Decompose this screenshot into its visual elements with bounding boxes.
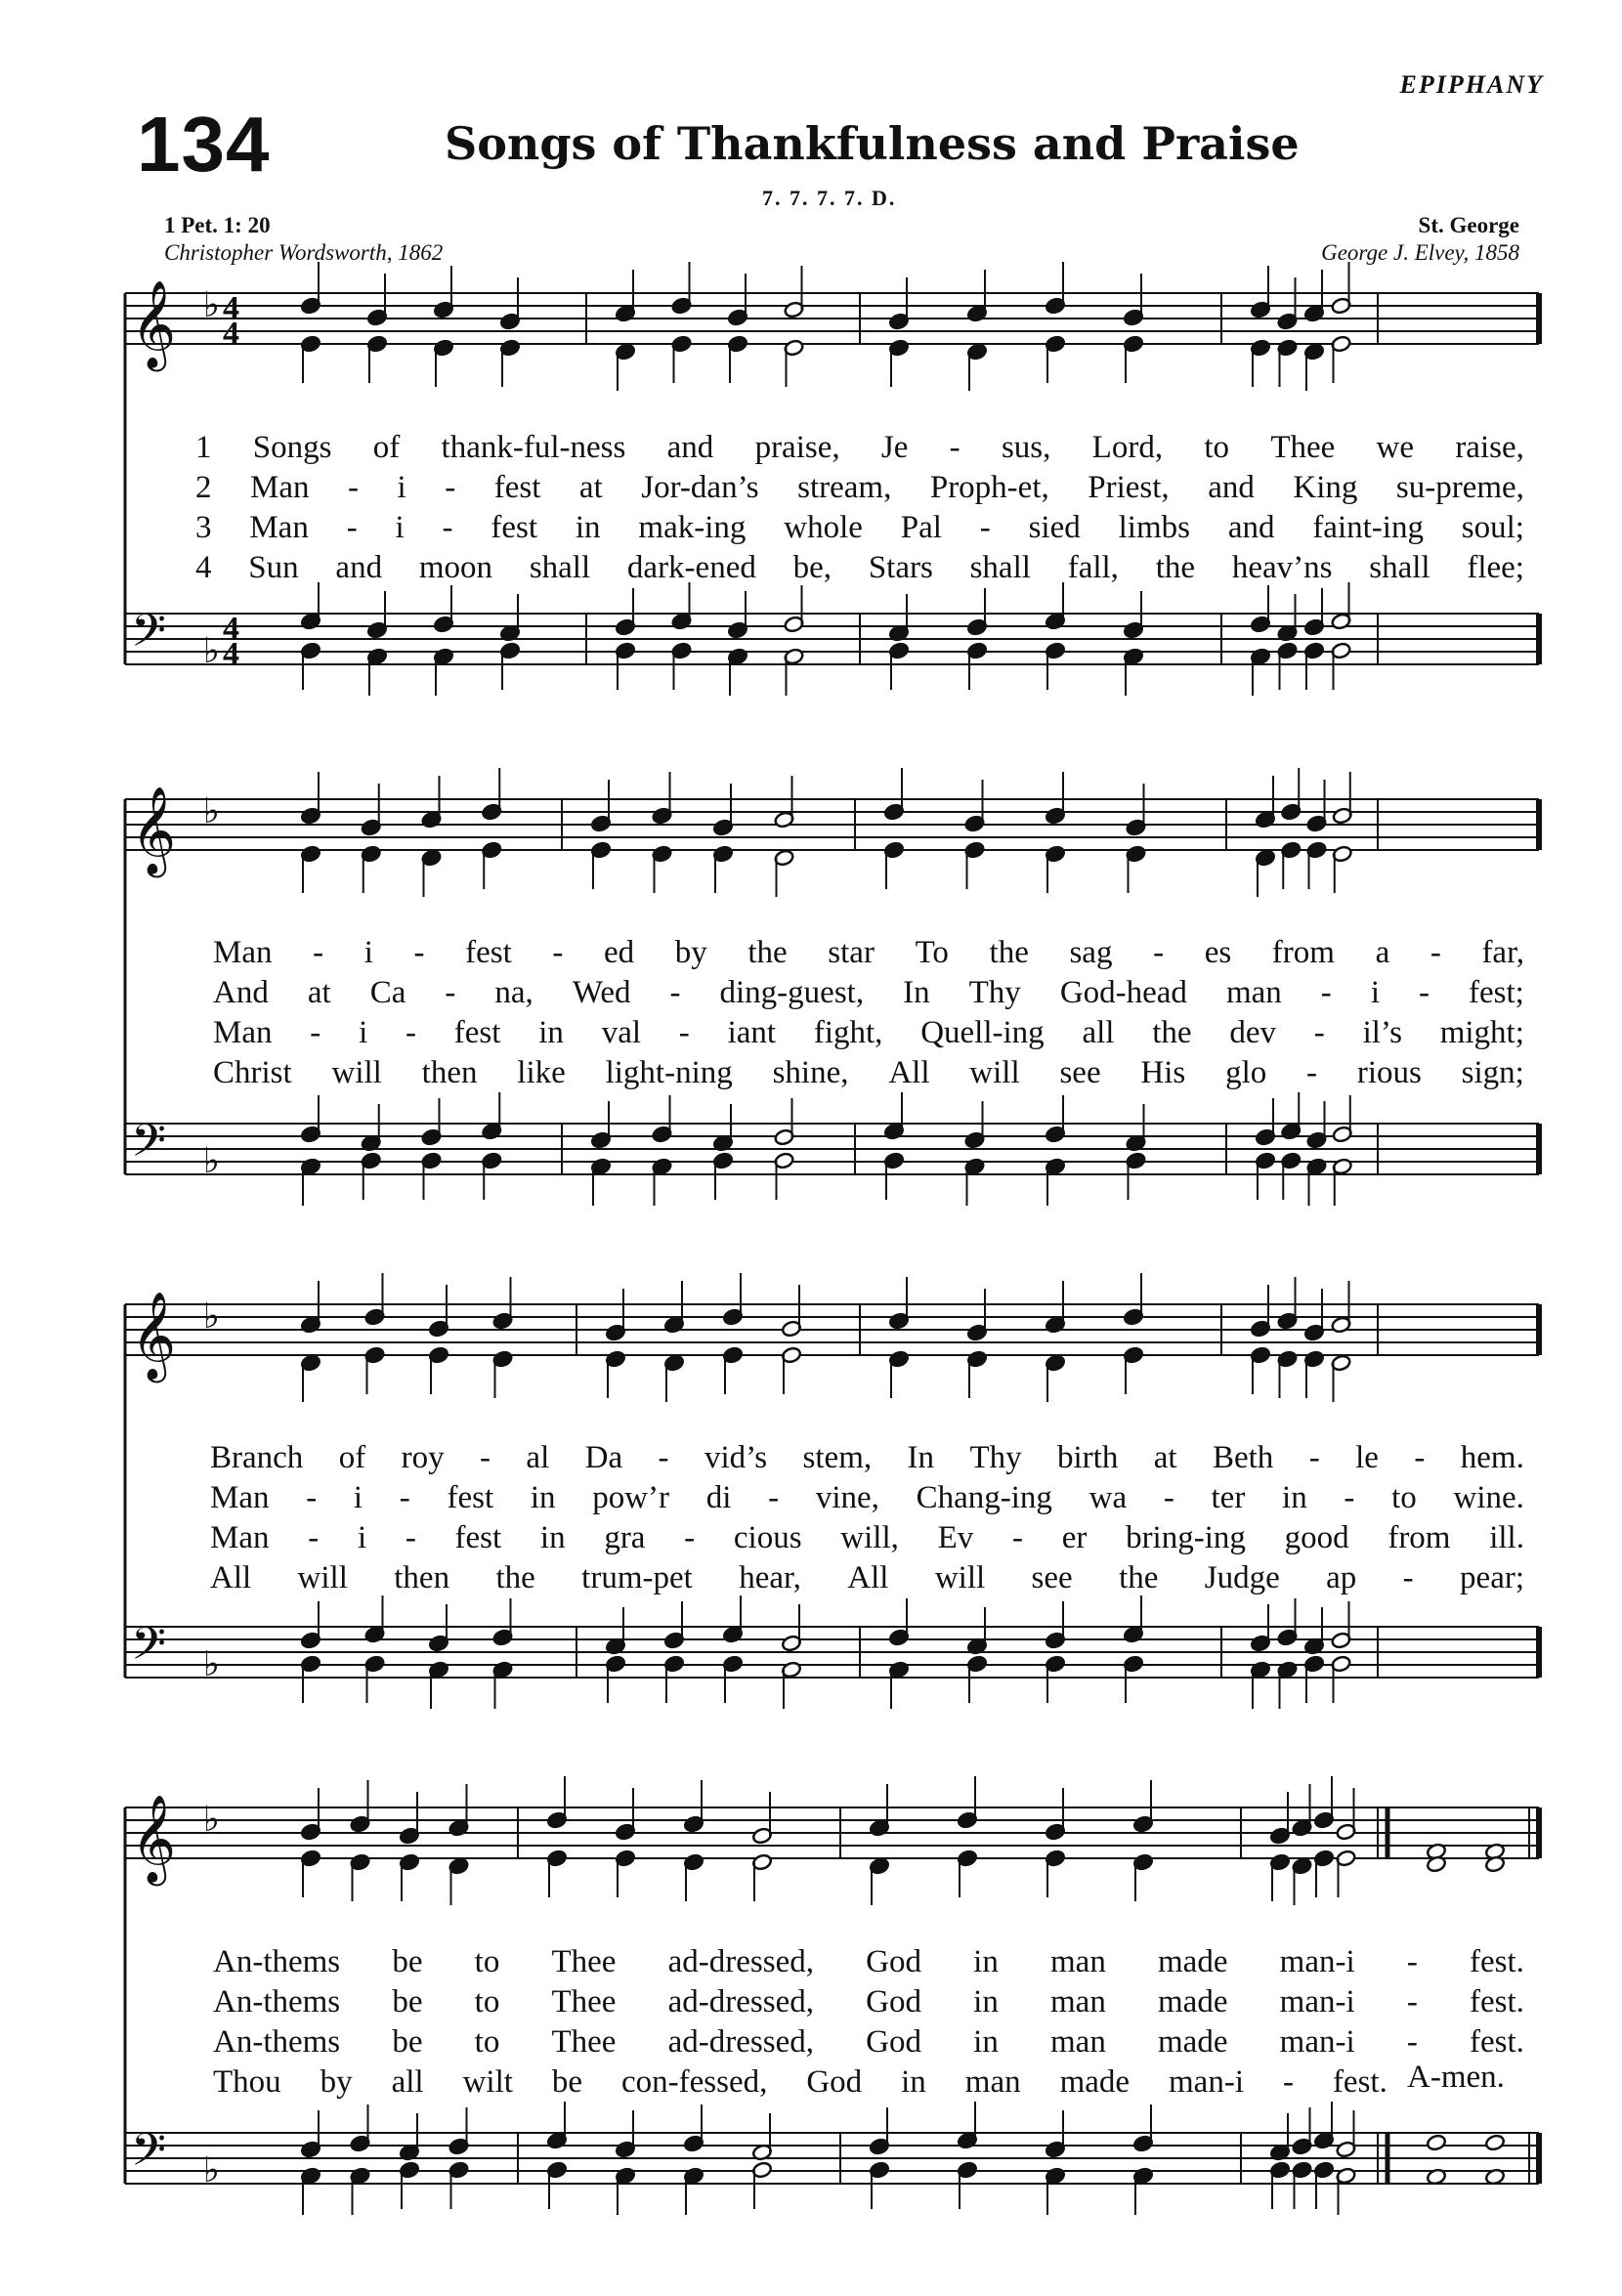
lyric-word: - bbox=[445, 975, 456, 1010]
lyric-word: like bbox=[517, 1055, 566, 1090]
lyric-word: - bbox=[1308, 1440, 1320, 1475]
lyric-word: made bbox=[1158, 2024, 1228, 2060]
lyric-word: ter bbox=[1211, 1480, 1246, 1515]
lyric-word: sag bbox=[1069, 935, 1113, 970]
lyric-word: - bbox=[1320, 975, 1332, 1010]
lyric-word: the bbox=[1155, 550, 1196, 585]
lyric-word: sus, bbox=[1001, 430, 1051, 465]
lyric-word: al bbox=[526, 1440, 550, 1475]
lyric-word: ap bbox=[1326, 1560, 1357, 1595]
lyric-word: Thee bbox=[551, 1984, 617, 2020]
lyric-word: in bbox=[973, 2024, 999, 2060]
lyric-word: sign; bbox=[1461, 1055, 1524, 1090]
lyric-word: Je bbox=[880, 430, 909, 465]
lyric-word: i bbox=[357, 1520, 367, 1555]
lyric-word: man bbox=[1050, 1944, 1106, 1979]
lyric-word: In bbox=[903, 975, 930, 1010]
lyric-word: heav’ns bbox=[1231, 550, 1333, 585]
lyric-word: - bbox=[1282, 2064, 1294, 2100]
lyric-word: - bbox=[678, 1015, 690, 1050]
lyric-line bbox=[210, 1440, 1524, 1476]
lyric-word: will bbox=[969, 1055, 1020, 1090]
composer: George J. Elvey, 1858 bbox=[1321, 240, 1519, 265]
lyric-word: far, bbox=[1481, 935, 1524, 970]
lyric-word: shine, bbox=[772, 1055, 849, 1090]
lyric-word: - bbox=[348, 470, 360, 505]
lyric-word: in bbox=[539, 1520, 566, 1555]
lyric-word: Thou bbox=[213, 2064, 281, 2100]
lyric-word: birth bbox=[1057, 1440, 1119, 1475]
lyric-word: man bbox=[1225, 975, 1282, 1010]
lyric-word: ill. bbox=[1489, 1520, 1524, 1555]
lyric-word: le bbox=[1355, 1440, 1379, 1475]
lyric-word: - bbox=[313, 935, 324, 970]
lyric-word: Thee bbox=[551, 2024, 617, 2060]
note-head bbox=[1426, 2134, 1446, 2151]
lyric-word: raise, bbox=[1455, 430, 1524, 465]
lyric-word: An-thems bbox=[213, 1944, 341, 1979]
lyric-word: soul; bbox=[1461, 510, 1524, 545]
treble-clef-icon: 𝄞 bbox=[131, 787, 177, 874]
lyric-word: rious bbox=[1356, 1055, 1422, 1090]
lyric-word: see bbox=[1059, 1055, 1101, 1090]
lyric-word: - bbox=[684, 1520, 696, 1555]
lyric-word: ad-dressed, bbox=[667, 1984, 814, 2020]
lyric-word: fest bbox=[454, 1520, 502, 1555]
lyric-word: i bbox=[1370, 975, 1380, 1010]
lyric-word: star bbox=[828, 935, 875, 970]
lyric-word: man bbox=[964, 2064, 1021, 2100]
lyric-word: from bbox=[1271, 935, 1335, 970]
lyric-word: from bbox=[1387, 1520, 1451, 1555]
lyric-word: - bbox=[406, 1015, 417, 1050]
lyric-word: roy bbox=[401, 1440, 445, 1475]
lyric-word: - bbox=[1402, 1560, 1414, 1595]
flat-icon: ♭ bbox=[203, 631, 220, 671]
lyric-word: su-preme, bbox=[1395, 470, 1524, 505]
lyric-word: fest. bbox=[1469, 1944, 1524, 1979]
lyric-word: ed bbox=[603, 935, 635, 970]
lyric-word: i bbox=[363, 935, 373, 970]
lyric-word: light-ning bbox=[605, 1055, 733, 1090]
lyric-word: pear; bbox=[1460, 1560, 1524, 1595]
lyric-word: and bbox=[335, 550, 383, 585]
lyric-word: Quell-ing bbox=[920, 1015, 1045, 1050]
lyric-word: ad-dressed, bbox=[667, 2024, 814, 2060]
lyric-word: All bbox=[888, 1055, 930, 1090]
lyric-word: Ev bbox=[937, 1520, 974, 1555]
text-author: Christopher Wordsworth, 1862 bbox=[164, 240, 444, 265]
lyric-word: shall bbox=[969, 550, 1031, 585]
lyric-word: mak-ing bbox=[638, 510, 747, 545]
lyric-line bbox=[213, 1015, 1524, 1051]
flat-icon: ♭ bbox=[203, 1800, 220, 1840]
lyric-word: bring-ing bbox=[1126, 1520, 1246, 1555]
lyric-word: and bbox=[666, 430, 714, 465]
lyric-word: then bbox=[394, 1560, 450, 1595]
lyric-line bbox=[195, 470, 1524, 506]
lyric-word: Man bbox=[213, 935, 273, 970]
lyric-word: glo bbox=[1225, 1055, 1267, 1090]
lyric-word: es bbox=[1204, 935, 1232, 970]
lyric-word: wine. bbox=[1453, 1480, 1524, 1515]
lyric-word: made bbox=[1059, 2064, 1131, 2100]
lyric-word: dark-ened bbox=[626, 550, 756, 585]
lyric-word: see bbox=[1031, 1560, 1073, 1595]
lyric-word: i bbox=[359, 1015, 368, 1050]
lyric-word: be bbox=[392, 1944, 423, 1979]
lyric-word: be, bbox=[792, 550, 832, 585]
lyric-word: to bbox=[1204, 430, 1230, 465]
flat-icon: ♭ bbox=[203, 791, 220, 831]
lyric-word: - bbox=[1011, 1520, 1023, 1555]
lyric-word: be bbox=[551, 2064, 583, 2100]
time-signature: 4 bbox=[223, 636, 239, 672]
lyric-word: - bbox=[1153, 935, 1165, 970]
lyric-word: made bbox=[1158, 1984, 1228, 2020]
lyric-line bbox=[213, 1984, 1524, 2020]
lyric-word: be bbox=[392, 1984, 423, 2020]
lyric-word: Judge bbox=[1204, 1560, 1280, 1595]
lyric-word: all bbox=[391, 2064, 424, 2100]
lyric-line bbox=[213, 2024, 1524, 2061]
lyric-word: ding-guest, bbox=[719, 975, 865, 1010]
lyric-word: ad-dressed, bbox=[667, 1944, 814, 1979]
lyric-line bbox=[195, 430, 1524, 466]
lyric-word: to bbox=[1391, 1480, 1417, 1515]
lyric-word: vine, bbox=[815, 1480, 879, 1515]
hymn-title: Songs of Thankfulness and Praise bbox=[445, 117, 1300, 170]
lyric-word: we bbox=[1376, 430, 1415, 465]
lyric-word: In bbox=[907, 1440, 935, 1475]
lyric-word: - bbox=[1313, 1015, 1325, 1050]
lyric-word: in bbox=[1282, 1480, 1307, 1515]
lyric-word: King bbox=[1293, 470, 1358, 505]
lyric-word: - bbox=[413, 935, 425, 970]
lyric-word: God-head bbox=[1059, 975, 1187, 1010]
lyric-word: - bbox=[442, 510, 453, 545]
tune-name: St. George bbox=[1418, 213, 1519, 237]
lyric-word: All bbox=[847, 1560, 889, 1595]
lyric-word: - bbox=[1406, 1944, 1418, 1979]
lyric-word: of bbox=[338, 1440, 366, 1475]
lyric-word: - bbox=[1344, 1480, 1355, 1515]
lyric-word: To bbox=[915, 935, 949, 970]
hymn-number: 134 bbox=[137, 101, 271, 188]
lyric-word: val bbox=[601, 1015, 642, 1050]
lyric-word: the bbox=[1119, 1560, 1159, 1595]
time-signature: 4 bbox=[223, 316, 239, 352]
lyric-word: fest. bbox=[1469, 2024, 1524, 2060]
lyric-word: will bbox=[934, 1560, 986, 1595]
lyric-line bbox=[195, 550, 1524, 586]
lyric-word: at bbox=[578, 470, 603, 505]
lyric-word: a bbox=[1375, 935, 1390, 970]
lyric-word: the bbox=[747, 935, 788, 970]
meter: 7. 7. 7. 7. D. bbox=[762, 186, 897, 210]
lyric-word: fest bbox=[491, 510, 538, 545]
lyric-word: of bbox=[372, 430, 401, 465]
lyric-word: fest. bbox=[1332, 2064, 1387, 2100]
lyric-word: the bbox=[989, 935, 1029, 970]
lyric-word: the bbox=[495, 1560, 535, 1595]
lyric-line bbox=[195, 510, 1524, 546]
lyric-word: by bbox=[320, 2064, 353, 2100]
treble-clef-icon: 𝄞 bbox=[131, 1292, 177, 1380]
lyric-word: might; bbox=[1439, 1015, 1524, 1050]
scripture-reference: 1 Pet. 1: 20 bbox=[164, 213, 271, 237]
lyric-word: will bbox=[331, 1055, 382, 1090]
flat-icon: ♭ bbox=[203, 2150, 220, 2190]
lyric-line bbox=[213, 975, 1524, 1011]
lyric-word: - bbox=[308, 1520, 320, 1555]
lyric-word: il’s bbox=[1362, 1015, 1402, 1050]
lyric-word: fest bbox=[493, 470, 541, 505]
lyric-word: Stars bbox=[868, 550, 933, 585]
lyric-word: - bbox=[669, 975, 681, 1010]
lyric-word: in bbox=[530, 1480, 556, 1515]
lyric-word: His bbox=[1140, 1055, 1186, 1090]
lyric-word: Christ bbox=[213, 1055, 292, 1090]
lyric-word: good bbox=[1284, 1520, 1349, 1555]
lyric-word: the bbox=[1152, 1015, 1192, 1050]
lyric-word: in bbox=[575, 510, 601, 545]
lyric-word: then bbox=[421, 1055, 478, 1090]
lyric-word: to bbox=[474, 1944, 500, 1979]
lyric-word: fest bbox=[453, 1015, 501, 1050]
lyric-word: - bbox=[405, 1520, 416, 1555]
lyric-word: shall bbox=[1369, 550, 1430, 585]
lyric-word: - bbox=[310, 1015, 321, 1050]
lyric-word: i bbox=[397, 470, 406, 505]
lyric-word: in bbox=[538, 1015, 564, 1050]
lyric-word: - bbox=[552, 935, 564, 970]
lyric-word: fight, bbox=[813, 1015, 883, 1050]
lyric-word: God bbox=[866, 1944, 921, 1979]
lyric-word: Man bbox=[249, 510, 309, 545]
lyric-word: 1 bbox=[195, 430, 212, 465]
lyric-word: in bbox=[973, 1944, 999, 1979]
lyric-word: stem, bbox=[802, 1440, 873, 1475]
lyric-word: - bbox=[949, 430, 960, 465]
lyric-word: i bbox=[353, 1480, 363, 1515]
lyric-word: fall, bbox=[1067, 550, 1119, 585]
lyric-word: - bbox=[346, 510, 358, 545]
flat-icon: ♭ bbox=[203, 1644, 220, 1684]
lyric-word: di bbox=[705, 1480, 732, 1515]
lyric-word: whole bbox=[784, 510, 863, 545]
lyric-word: And bbox=[213, 975, 269, 1010]
lyric-line bbox=[210, 1560, 1524, 1596]
lyric-word: - bbox=[480, 1440, 491, 1475]
lyric-word: thank-ful-ness bbox=[441, 430, 626, 465]
lyric-word: man-i bbox=[1169, 2064, 1244, 2100]
lyric-word: na, bbox=[494, 975, 534, 1010]
time-signature: 4 bbox=[223, 611, 239, 647]
lyric-word: - bbox=[1306, 1055, 1318, 1090]
lyric-word: wa bbox=[1088, 1480, 1128, 1515]
lyric-word: dev bbox=[1229, 1015, 1276, 1050]
lyric-word: - bbox=[1163, 1480, 1174, 1515]
lyric-word: Thy bbox=[969, 1440, 1022, 1475]
lyric-line bbox=[213, 1944, 1524, 1980]
lyric-word: God bbox=[866, 2024, 921, 2060]
lyric-line bbox=[210, 1480, 1524, 1516]
lyric-word: Sun bbox=[248, 550, 299, 585]
lyric-word: will bbox=[297, 1560, 348, 1595]
lyric-word: - bbox=[1406, 2024, 1418, 2060]
lyric-word: - bbox=[1414, 1440, 1426, 1475]
lyric-word: iant bbox=[727, 1015, 777, 1050]
lyric-word: will, bbox=[840, 1520, 899, 1555]
lyric-word: Lord, bbox=[1091, 430, 1164, 465]
lyric-word: - bbox=[445, 470, 456, 505]
lyric-word: shall bbox=[529, 550, 591, 585]
lyric-word: An-thems bbox=[213, 2024, 341, 2060]
lyric-word: sied bbox=[1028, 510, 1081, 545]
lyric-word: trum-pet bbox=[581, 1560, 693, 1595]
lyric-word: - bbox=[306, 1480, 318, 1515]
lyric-word: pow’r bbox=[592, 1480, 670, 1515]
lyric-word: in bbox=[901, 2064, 926, 2100]
lyric-word: vid’s bbox=[704, 1440, 768, 1475]
lyric-word: man-i bbox=[1279, 2024, 1355, 2060]
lyric-word: and bbox=[1227, 510, 1275, 545]
lyric-word: and bbox=[1208, 470, 1255, 505]
flat-icon: ♭ bbox=[203, 1297, 220, 1337]
lyric-word: Priest, bbox=[1088, 470, 1170, 505]
treble-clef-icon: 𝄞 bbox=[131, 280, 177, 368]
lyric-word: Proph-et, bbox=[929, 470, 1049, 505]
lyric-word: Ca bbox=[369, 975, 406, 1010]
lyric-word: in bbox=[973, 1984, 999, 2020]
lyric-word: - bbox=[768, 1480, 780, 1515]
lyric-word: Songs bbox=[252, 430, 332, 465]
lyric-word: faint-ing bbox=[1312, 510, 1424, 545]
amen: A-men. bbox=[1407, 2060, 1505, 2095]
lyric-word: hear, bbox=[739, 1560, 801, 1595]
lyric-word: to bbox=[474, 1984, 500, 2020]
lyric-word: wilt bbox=[462, 2064, 513, 2100]
lyric-word: limbs bbox=[1118, 510, 1190, 545]
lyric-word: 4 bbox=[195, 550, 212, 585]
lyric-word: flee; bbox=[1467, 550, 1524, 585]
time-signature: 4 bbox=[223, 290, 239, 326]
lyric-word: God bbox=[806, 2064, 863, 2100]
lyric-word: moon bbox=[418, 550, 493, 585]
lyric-word: Thee bbox=[1270, 430, 1336, 465]
lyric-word: cious bbox=[733, 1520, 802, 1555]
lyric-word: Pal bbox=[900, 510, 942, 545]
lyric-line bbox=[210, 1520, 1524, 1556]
lyric-word: Man bbox=[213, 1015, 273, 1050]
lyric-word: Man bbox=[210, 1520, 270, 1555]
lyric-word: made bbox=[1158, 1944, 1228, 1979]
lyric-word: God bbox=[866, 1984, 921, 2020]
lyric-word: - bbox=[1419, 975, 1430, 1010]
lyric-word: fest bbox=[447, 1480, 494, 1515]
lyric-word: Branch bbox=[210, 1440, 304, 1475]
lyric-word: fest. bbox=[1469, 1984, 1524, 2020]
lyric-word: hem. bbox=[1460, 1440, 1524, 1475]
lyric-word: Man bbox=[210, 1480, 270, 1515]
lyric-word: Beth bbox=[1212, 1440, 1274, 1475]
lyric-word: - bbox=[658, 1440, 669, 1475]
lyric-word: 2 bbox=[195, 470, 212, 505]
lyric-word: by bbox=[674, 935, 707, 970]
lyric-word: Wed bbox=[572, 975, 631, 1010]
lyric-word: praise, bbox=[754, 430, 840, 465]
lyric-word: con-fessed, bbox=[621, 2064, 768, 2100]
lyric-line bbox=[213, 935, 1524, 971]
lyric-word: - bbox=[1406, 1984, 1418, 2020]
lyric-word: fest; bbox=[1469, 975, 1524, 1010]
lyric-word: er bbox=[1061, 1520, 1088, 1555]
lyric-word: gra bbox=[604, 1520, 646, 1555]
lyric-word: Jor-dan’s bbox=[641, 470, 759, 505]
lyric-word: Thee bbox=[551, 1944, 617, 1979]
bass-clef-icon: 𝄢 bbox=[131, 1115, 167, 1178]
treble-clef-icon: 𝄞 bbox=[131, 1795, 177, 1883]
lyric-word: Chang-ing bbox=[916, 1480, 1052, 1515]
lyric-word: All bbox=[210, 1560, 252, 1595]
bass-clef-icon: 𝄢 bbox=[131, 2124, 167, 2188]
lyric-word: Da bbox=[584, 1440, 623, 1475]
lyric-word: all bbox=[1082, 1015, 1115, 1050]
lyric-word: man-i bbox=[1279, 1984, 1355, 2020]
lyric-word: man bbox=[1050, 2024, 1106, 2060]
lyric-word: to bbox=[474, 2024, 500, 2060]
section-heading: EPIPHANY bbox=[1399, 70, 1544, 99]
lyric-word: Thy bbox=[968, 975, 1021, 1010]
bass-clef-icon: 𝄢 bbox=[131, 605, 167, 668]
bass-clef-icon: 𝄢 bbox=[131, 1618, 167, 1681]
lyric-word: fest bbox=[465, 935, 512, 970]
lyric-word: - bbox=[979, 510, 991, 545]
lyric-word: at bbox=[307, 975, 331, 1010]
lyric-word: i bbox=[395, 510, 405, 545]
lyric-word: - bbox=[1430, 935, 1441, 970]
lyric-word: be bbox=[392, 2024, 423, 2060]
note-head bbox=[1484, 2134, 1505, 2151]
lyric-word: An-thems bbox=[213, 1984, 341, 2020]
lyric-word: 3 bbox=[195, 510, 212, 545]
lyric-line bbox=[213, 2064, 1387, 2101]
lyric-word: man-i bbox=[1279, 1944, 1355, 1979]
lyric-word: man bbox=[1050, 1984, 1106, 2020]
lyric-word: stream, bbox=[797, 470, 892, 505]
flat-icon: ♭ bbox=[203, 1141, 220, 1181]
flat-icon: ♭ bbox=[203, 285, 220, 325]
lyric-word: - bbox=[399, 1480, 410, 1515]
lyric-line bbox=[213, 1055, 1524, 1091]
lyric-word: Man bbox=[250, 470, 310, 505]
lyric-word: at bbox=[1153, 1440, 1177, 1475]
